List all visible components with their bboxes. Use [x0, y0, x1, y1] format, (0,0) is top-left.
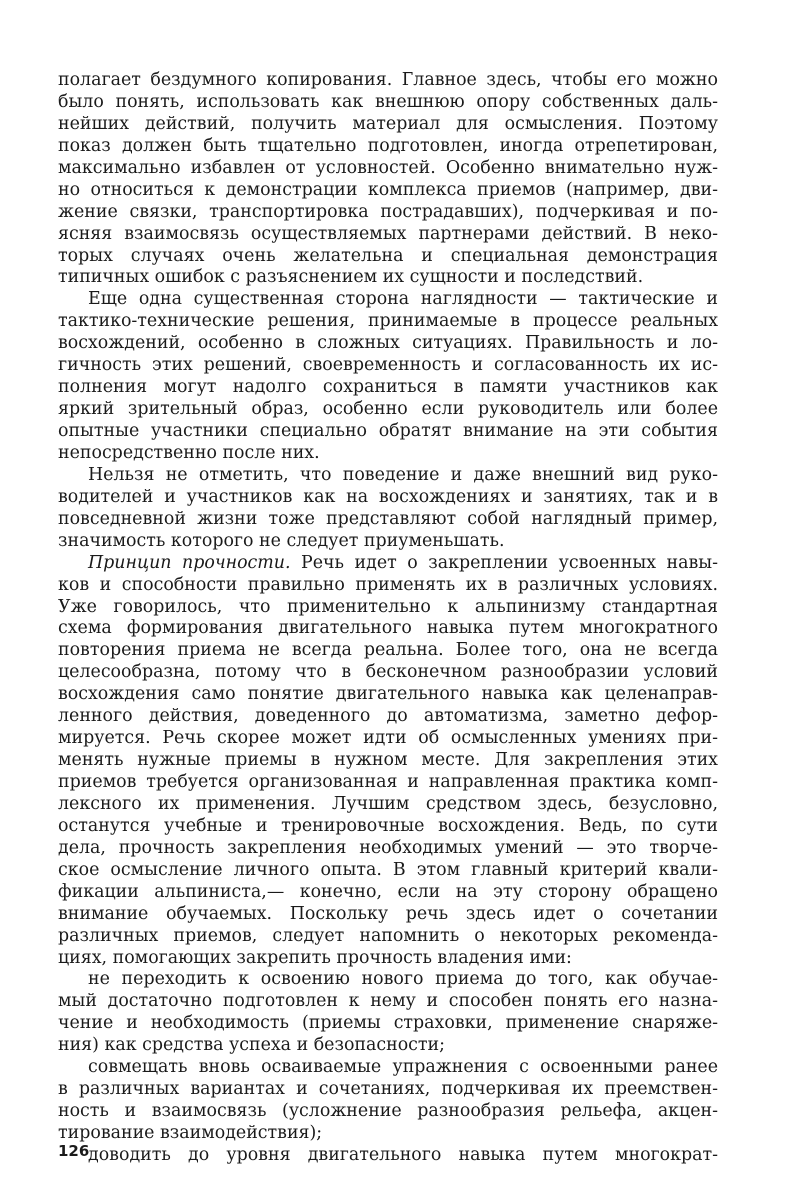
text-line: ясняя взаимосвязь осуществляемых партнерами действий. В неко- — [58, 223, 718, 244]
text-line: жение связки, транспортировка пострадавших), подчеркивая и по- — [58, 201, 718, 222]
text-line: схема формирования двигательного навыка путем многократного — [58, 618, 718, 639]
text-line: полагает бездумного копирования. Главное здесь, чтобы его можно — [58, 70, 718, 90]
text-line: чение и необходимость (приемы страховки, применение снаряже- — [58, 1013, 718, 1034]
text-line: тирование взаимодействия); — [58, 1123, 323, 1143]
text-line: Уже говорилось, что применительно к альпинизму стандартная — [58, 596, 718, 617]
text-line: различных приемов, следует напомнить о некоторых рекоменда- — [58, 925, 718, 946]
text-line: фикации альпиниста,— конечно, если на эту сторону обращено — [58, 881, 718, 902]
text-line: восхождений, особенно в сложных ситуациях. Правильность и ло- — [58, 333, 718, 354]
text-line: доводить до уровня двигательного навыка путем многократ- — [88, 1144, 718, 1165]
text-line: восхождения само понятие двигательного навыка как целенаправ- — [58, 684, 718, 705]
text-line: циях, помогающих закрепить прочность владения ими: — [58, 947, 572, 968]
text-line: торых случаях очень желательна и специальная демонстрация — [58, 245, 718, 266]
text-line: было понять, использовать как внешнюю опору собственных даль- — [58, 91, 718, 112]
text-line: ское осмысление личного опыта. В этом главный критерий квали- — [58, 859, 718, 880]
body-text — [58, 70, 718, 1167]
text-line: в различных вариантах и сочетаниях, подчеркивая их преемствен- — [58, 1079, 718, 1100]
text-line: ность и взаимосвязь (усложнение разнообразия рельефа, акцен- — [58, 1101, 718, 1122]
text-line: дела, прочность закрепления необходимых умений — это творче- — [58, 837, 718, 858]
text-line: тактико-технические решения, принимаемые в процессе реальных — [58, 311, 718, 332]
text-line: типичных ошибок с разъяснением их сущности и последствий. — [58, 267, 644, 288]
text-line — [58, 553, 718, 575]
text-line: но относиться к демонстрации комплекса приемов (например, дви- — [58, 179, 718, 200]
text-line: мируется. Речь скорее может идти об осмысленных умениях при- — [58, 728, 718, 749]
text-line: повседневной жизни тоже представляют собой наглядный пример, — [58, 508, 718, 529]
text-line: Нельзя не отметить, что поведение и даже внешний вид руко- — [88, 464, 718, 485]
text-line: мый достаточно подготовлен к нему и способен понять его назна- — [58, 991, 718, 1012]
text-line: ния) как средства успеха и безопасности; — [58, 1035, 445, 1056]
text-line: не переходить к освоению нового приема до того, как обучае- — [88, 969, 718, 990]
text-line: совмещать вновь осваиваемые упражнения с освоенными ранее — [88, 1057, 718, 1078]
text-line: останутся учебные и тренировочные восхождения. Ведь, по сути — [58, 815, 718, 836]
text-line: гичность этих решений, своевременность и согласованность их ис- — [58, 355, 718, 376]
text-line: максимально избавлен от условностей. Особенно внимательно нуж- — [58, 157, 718, 178]
text-line: полнения могут надолго сохраниться в памяти участников как — [58, 377, 718, 398]
text-line: значимость которого не следует приуменьшать. — [58, 530, 505, 551]
text-line: повторения приема не всегда реальна. Более того, она не всегда — [58, 640, 718, 661]
text-line: лексного их применения. Лучшим средством здесь, безусловно, — [58, 793, 718, 814]
text-line: целесообразна, потому что в бесконечном разнообразии условий — [58, 662, 718, 683]
text-line: приемов требуется организованная и направленная практика комп- — [58, 772, 718, 792]
text-line: ков и способности правильно применять их в различных условиях. — [58, 574, 718, 595]
text-line: ленного действия, доведенного до автоматизма, заметно дефор- — [58, 706, 718, 727]
text-line: опытные участники специально обратят внимание на эти события — [58, 421, 718, 441]
page-number: 126 — [58, 1142, 90, 1160]
text-line: яркий зрительный образ, особенно если руководитель или более — [58, 399, 718, 420]
text-line: показ должен быть тщательно подготовлен, иногда отрепетирован, — [58, 135, 718, 156]
text-line: внимание обучаемых. Поскольку речь здесь идет о сочетании — [58, 903, 718, 924]
text-line: водителей и участников как на восхождениях и занятиях, так и в — [58, 486, 718, 507]
text-line-rest: Речь идет о закреплении усвоенных навы- — [290, 552, 718, 573]
text-line: менять нужные приемы в нужном месте. Для закрепления этих — [58, 750, 718, 771]
text-line: Еще одна существенная сторона наглядности — тактические и — [88, 289, 718, 310]
section-heading-italic: Принцип прочности. — [88, 552, 291, 573]
text-line: нейших действий, получить материал для осмысления. Поэтому — [58, 113, 718, 134]
text-line: непосредственно после них. — [58, 442, 320, 463]
